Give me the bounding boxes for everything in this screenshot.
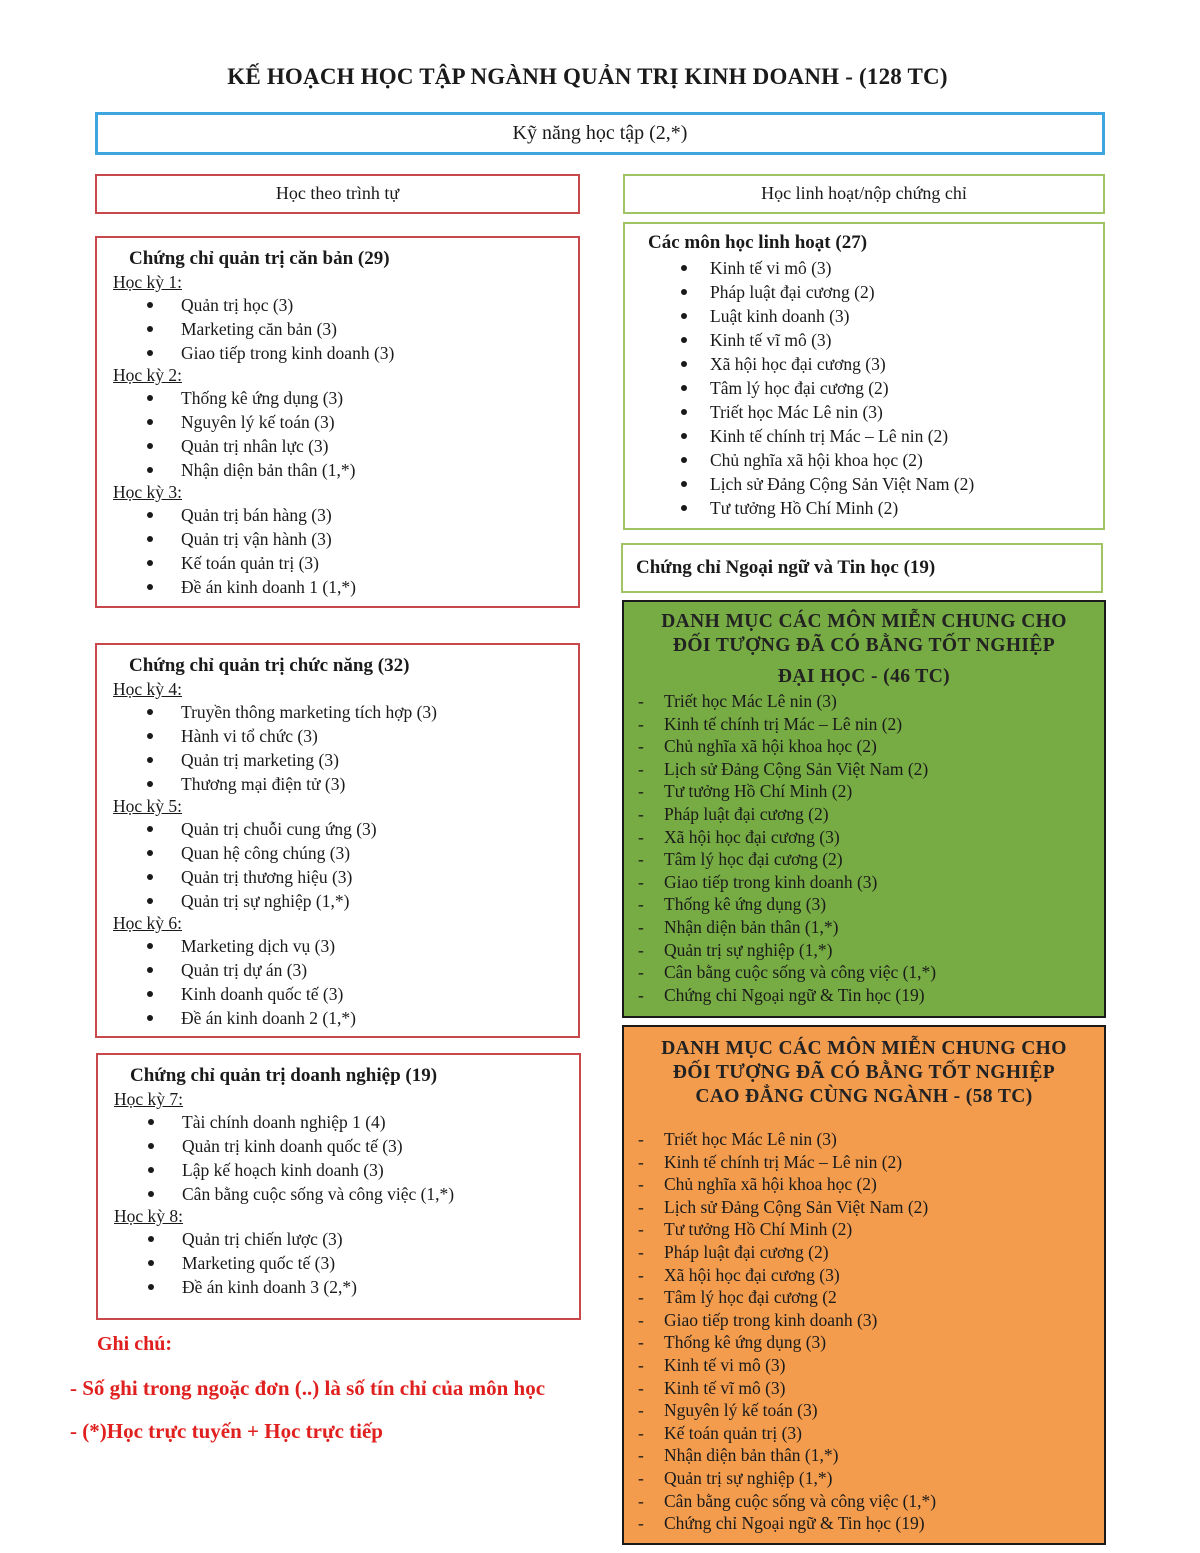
flexible-course-list: [625, 256, 1103, 520]
course-item: - Giao tiếp trong kinh doanh (3): [624, 871, 1104, 894]
course-item: Lập kế hoạch kinh doanh (3): [98, 1158, 579, 1182]
exempt-university-title-line: ĐỐI TƯỢNG ĐÃ CÓ BẰNG TỐT NGHIỆP: [672, 635, 1056, 656]
course-item: Quản trị sự nghiệp (1,*): [97, 889, 578, 913]
course-item: - Chứng chỉ Ngoại ngữ & Tin học (19): [624, 1512, 1104, 1535]
note-item: - Số ghi trong ngoặc đơn (..) là số tín chỉ của môn học: [70, 1376, 546, 1400]
course-item: - Thống kê ứng dụng (3): [624, 893, 1104, 916]
course-item: - Triết học Mác Lê nin (3): [624, 1128, 1104, 1151]
course-item: Nhận diện bản thân (1,*): [97, 458, 578, 482]
course-item: Quản trị bán hàng (3): [97, 503, 578, 527]
course-item: Luật kinh doanh (3): [625, 304, 1103, 328]
course-list: [97, 293, 578, 365]
course-item: - Chủ nghĩa xã hội khoa học (2): [624, 735, 1104, 758]
semester-label: Học kỳ 4:: [113, 679, 183, 699]
course-item: Kế toán quản trị (3): [97, 551, 578, 575]
flexible-header: Học linh hoạt/nộp chứng chỉ: [623, 174, 1105, 214]
course-item: Đề án kinh doanh 1 (1,*): [97, 575, 578, 599]
course-item: - Thống kê ứng dụng (3): [624, 1331, 1104, 1354]
semester-label: Học kỳ 8:: [114, 1206, 184, 1226]
course-item: - Lịch sử Đảng Cộng Sản Việt Nam (2): [624, 1196, 1104, 1219]
course-item: - Tâm lý học đại cương (2: [624, 1286, 1104, 1309]
course-item: Quản trị học (3): [97, 293, 578, 317]
note-item: - (*)Học trực tuyến + Học trực tiếp: [70, 1419, 383, 1443]
exempt-college-title-line: DANH MỤC CÁC MÔN MIỄN CHUNG CHO: [661, 1038, 1067, 1059]
course-item: - Tâm lý học đại cương (2): [624, 848, 1104, 871]
course-item: Quản trị thương hiệu (3): [97, 865, 578, 889]
course-item: Pháp luật đại cương (2): [625, 280, 1103, 304]
exempt-university-title-line: DANH MỤC CÁC MÔN MIỄN CHUNG CHO: [661, 611, 1067, 632]
course-item: Quản trị nhân lực (3): [97, 434, 578, 458]
course-item: Nguyên lý kế toán (3): [97, 410, 578, 434]
course-item: - Quản trị sự nghiệp (1,*): [624, 939, 1104, 962]
course-item: Thống kê ứng dụng (3): [97, 386, 578, 410]
cert-functional-box: [95, 643, 580, 1038]
exempt-university-box: [622, 600, 1106, 1018]
course-item: Đề án kinh doanh 3 (2,*): [98, 1275, 579, 1299]
course-item: - Tư tưởng Hồ Chí Minh (2): [624, 1218, 1104, 1241]
course-list: [97, 386, 578, 482]
course-item: - Giao tiếp trong kinh doanh (3): [624, 1309, 1104, 1332]
course-item: - Kế toán quản trị (3): [624, 1422, 1104, 1445]
course-item: Chủ nghĩa xã hội khoa học (2): [625, 448, 1103, 472]
course-item: - Chủ nghĩa xã hội khoa học (2): [624, 1173, 1104, 1196]
course-list: [97, 700, 578, 796]
course-item: Hành vi tổ chức (3): [97, 724, 578, 748]
course-item: Quản trị chuỗi cung ứng (3): [97, 817, 578, 841]
semester-label: Học kỳ 6:: [113, 913, 183, 933]
flexible-title: Các môn học linh hoạt (27): [648, 232, 868, 253]
course-item: Marketing dịch vụ (3): [97, 934, 578, 958]
course-list: [97, 503, 578, 599]
exempt-college-title-line: ĐỐI TƯỢNG ĐÃ CÓ BẰNG TỐT NGHIỆP: [672, 1062, 1056, 1083]
course-item: - Nguyên lý kế toán (3): [624, 1399, 1104, 1422]
course-item: Kinh doanh quốc tế (3): [97, 982, 578, 1006]
cert-basic-box: [95, 236, 580, 608]
course-item: Cân bằng cuộc sống và công việc (1,*): [98, 1182, 579, 1206]
course-item: Quản trị dự án (3): [97, 958, 578, 982]
course-item: Lịch sử Đảng Cộng Sản Việt Nam (2): [625, 472, 1103, 496]
course-item: - Lịch sử Đảng Cộng Sản Việt Nam (2): [624, 758, 1104, 781]
course-item: Xã hội học đại cương (3): [625, 352, 1103, 376]
course-item: - Nhận diện bản thân (1,*): [624, 1444, 1104, 1467]
course-item: Tâm lý học đại cương (2): [625, 376, 1103, 400]
course-item: - Chứng chỉ Ngoại ngữ & Tin học (19): [624, 984, 1104, 1007]
course-item: Quản trị marketing (3): [97, 748, 578, 772]
course-item: - Kinh tế vi mô (3): [624, 1354, 1104, 1377]
course-item: Thương mại điện tử (3): [97, 772, 578, 796]
page-title: KẾ HOẠCH HỌC TẬP NGÀNH QUẢN TRỊ KINH DOANH - (128 TC): [227, 64, 948, 89]
exempt-college-title-line: CAO ĐẲNG CÙNG NGÀNH - (58 TC): [695, 1086, 1033, 1107]
course-list: [97, 934, 578, 1030]
course-item: - Nhận diện bản thân (1,*): [624, 916, 1104, 939]
course-item: Truyền thông marketing tích hợp (3): [97, 700, 578, 724]
exempt-college-list: [624, 1128, 1104, 1535]
course-list: [97, 817, 578, 913]
course-list: [98, 1110, 579, 1206]
sequential-header: Học theo trình tự: [95, 174, 580, 214]
course-item: Marketing căn bản (3): [97, 317, 578, 341]
course-item: Kinh tế chính trị Mác – Lê nin (2): [625, 424, 1103, 448]
exempt-university-list: [624, 690, 1104, 1006]
cert-enterprise-title: Chứng chỉ quản trị doanh nghiệp (19): [130, 1065, 438, 1086]
exempt-university-title-line: ĐẠI HỌC - (46 TC): [777, 666, 951, 687]
semester-label: Học kỳ 2:: [113, 365, 183, 385]
course-item: - Cân bằng cuộc sống và công việc (1,*): [624, 1490, 1104, 1513]
semester-label: Học kỳ 1:: [113, 272, 183, 292]
course-item: Kinh tế vĩ mô (3): [625, 328, 1103, 352]
skills-box: Kỹ năng học tập (2,*): [95, 112, 1105, 155]
course-item: Giao tiếp trong kinh doanh (3): [97, 341, 578, 365]
course-item: - Triết học Mác Lê nin (3): [624, 690, 1104, 713]
course-item: Đề án kinh doanh 2 (1,*): [97, 1006, 578, 1030]
course-item: - Kinh tế chính trị Mác – Lê nin (2): [624, 1151, 1104, 1174]
course-item: - Pháp luật đại cương (2): [624, 1241, 1104, 1264]
course-item: - Pháp luật đại cương (2): [624, 803, 1104, 826]
semester-label: Học kỳ 5:: [113, 796, 183, 816]
course-item: Kinh tế vi mô (3): [625, 256, 1103, 280]
course-item: - Kinh tế chính trị Mác – Lê nin (2): [624, 713, 1104, 736]
course-item: Tài chính doanh nghiệp 1 (4): [98, 1110, 579, 1134]
cert-functional-title: Chứng chỉ quản trị chức năng (32): [129, 655, 410, 676]
course-list: [98, 1227, 579, 1299]
course-item: - Kinh tế vĩ mô (3): [624, 1377, 1104, 1400]
semester-label: Học kỳ 7:: [114, 1089, 184, 1109]
language-cert-box: Chứng chỉ Ngoại ngữ và Tin học (19): [621, 543, 1103, 593]
course-item: - Quản trị sự nghiệp (1,*): [624, 1467, 1104, 1490]
course-item: - Xã hội học đại cương (3): [624, 1264, 1104, 1287]
cert-basic-title: Chứng chỉ quản trị căn bản (29): [129, 248, 390, 269]
exempt-college-box: [622, 1025, 1106, 1545]
course-item: Quản trị kinh doanh quốc tế (3): [98, 1134, 579, 1158]
course-item: - Tư tưởng Hồ Chí Minh (2): [624, 780, 1104, 803]
course-item: - Xã hội học đại cương (3): [624, 826, 1104, 849]
cert-enterprise-box: [96, 1053, 581, 1320]
semester-label: Học kỳ 3:: [113, 482, 183, 502]
flexible-courses-box: [623, 222, 1105, 530]
course-item: Quan hệ công chúng (3): [97, 841, 578, 865]
course-item: Triết học Mác Lê nin (3): [625, 400, 1103, 424]
course-item: Quản trị vận hành (3): [97, 527, 578, 551]
course-item: - Cân bằng cuộc sống và công việc (1,*): [624, 961, 1104, 984]
notes-title: Ghi chú:: [97, 1333, 173, 1355]
course-item: Tư tưởng Hồ Chí Minh (2): [625, 496, 1103, 520]
course-item: Quản trị chiến lược (3): [98, 1227, 579, 1251]
course-item: Marketing quốc tế (3): [98, 1251, 579, 1275]
